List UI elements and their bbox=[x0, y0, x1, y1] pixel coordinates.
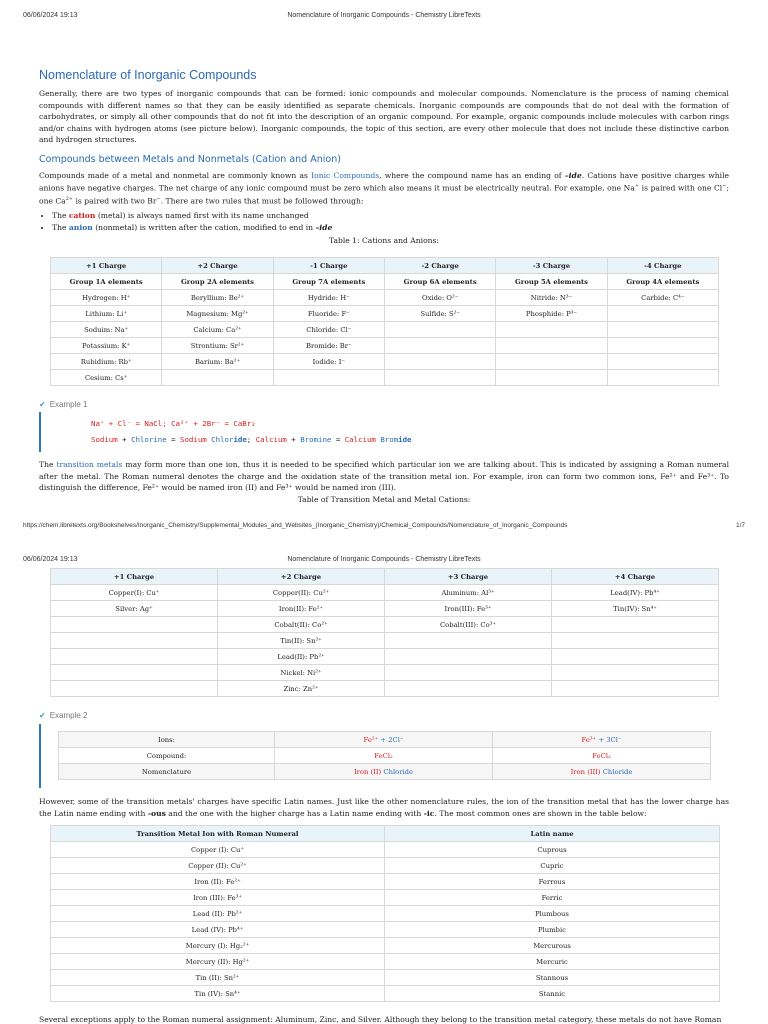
text-span: . There are two rules that must be followed through: bbox=[160, 196, 364, 206]
column-header: +1 Charge bbox=[51, 258, 162, 274]
table-cell: Plumbic bbox=[385, 922, 720, 938]
table-cell: Group 6A elements bbox=[384, 274, 495, 290]
table-cell: Strontium: Sr²⁺ bbox=[162, 338, 273, 354]
table-cell bbox=[385, 649, 552, 665]
table-cell: Lead(IV): Pb⁴⁺ bbox=[552, 585, 719, 601]
table-cell: Barium: Ba²⁺ bbox=[162, 354, 273, 370]
table-cell bbox=[496, 354, 607, 370]
latin-names-paragraph: However, some of the transition metals' charges have specific Latin names. Just like the other nomenclature rules, the ion of the transition metal that has the lower charge has the Latin name ending with -ous and the one with the higher charge has a Latin name ending with -ic. The most common ones are shown in the table below: bbox=[39, 797, 729, 818]
table-cell bbox=[385, 665, 552, 681]
table-cell: Fe²⁺ + 2Cl⁻ bbox=[275, 732, 493, 748]
table-cell: Tin (II): Sn²⁺ bbox=[51, 970, 385, 986]
table-cell: Nomenclature bbox=[59, 764, 275, 780]
table-cell bbox=[607, 338, 718, 354]
example-1-label bbox=[39, 400, 88, 409]
table-cell: Tin (IV): Sn⁴⁺ bbox=[51, 986, 385, 1002]
exceptions-section bbox=[39, 1014, 729, 1024]
table-cell: Beryllium: Be²⁺ bbox=[162, 290, 273, 306]
column-header: +3 Charge bbox=[385, 569, 552, 585]
table-cell bbox=[384, 338, 495, 354]
section-heading-cation-anion: Compounds between Metals and Nonmetals (Cation and Anion) bbox=[39, 153, 341, 165]
table-cell: Mercury (II): Hg²⁺ bbox=[51, 954, 385, 970]
table-cell bbox=[273, 370, 384, 386]
table-cell bbox=[496, 338, 607, 354]
table-row bbox=[51, 601, 719, 617]
table-cell: Iron (III) Chloride bbox=[493, 764, 711, 780]
table-cell: Lead (II): Pb²⁺ bbox=[51, 906, 385, 922]
table-cell: Iron(III): Fe³⁺ bbox=[385, 601, 552, 617]
cation-term: cation bbox=[68, 211, 96, 221]
table-cell bbox=[51, 665, 218, 681]
table-cell: Mercury (I): Hg₂²⁺ bbox=[51, 938, 385, 954]
table-cell: Hydride: H⁻ bbox=[273, 290, 384, 306]
print-timestamp: 06/06/2024 19:13 bbox=[23, 12, 78, 19]
table-cell bbox=[51, 633, 218, 649]
table-row bbox=[51, 954, 720, 970]
table-cell: Cobalt(II): Co²⁺ bbox=[218, 617, 385, 633]
table-row bbox=[59, 748, 711, 764]
example-2-table bbox=[58, 731, 711, 780]
table-cell bbox=[384, 370, 495, 386]
table-cell bbox=[552, 633, 719, 649]
article-page-1 bbox=[39, 68, 729, 245]
checkmark-icon: ✔ bbox=[39, 400, 46, 409]
table-cell: Iodide: I⁻ bbox=[273, 354, 384, 370]
group-row bbox=[51, 274, 719, 290]
table-cell bbox=[51, 649, 218, 665]
ionic-compounds-link[interactable]: Ionic Compounds bbox=[311, 170, 380, 180]
table-cell bbox=[552, 681, 719, 697]
table-cell: Phosphide: P³⁻ bbox=[496, 306, 607, 322]
column-header: -2 Charge bbox=[384, 258, 495, 274]
table-cell: FeCl₃ bbox=[493, 748, 711, 764]
table-row bbox=[51, 338, 719, 354]
table-cell: Ferric bbox=[385, 890, 720, 906]
table-cell: Lithium: Li⁺ bbox=[51, 306, 162, 322]
table-row bbox=[51, 858, 720, 874]
table-cell: Cesium: Cs⁺ bbox=[51, 370, 162, 386]
table-cell: Tin(II): Sn²⁺ bbox=[218, 633, 385, 649]
rule-item: • The anion (nonmetal) is written after the cation, modified to end in –ide bbox=[52, 222, 729, 234]
table-cell: Stannic bbox=[385, 986, 720, 1002]
table-cell: Plumbous bbox=[385, 906, 720, 922]
table-cell: Silver: Ag⁺ bbox=[51, 601, 218, 617]
table-cell: Group 1A elements bbox=[51, 274, 162, 290]
table-cell bbox=[552, 665, 719, 681]
table-row bbox=[51, 890, 720, 906]
transition-metals-paragraph: The transition metals may form more than one ion, thus it is needed to be specified which particular ion we are talking about. This is indicated by assigning a Roman numeral after the metal. The Roman numeral denotes the charge and the oxidation state of the transition metal ion. For example, iron can form two common ions, Fe²⁺ and Fe³⁺. To distinguish the difference, Fe²⁺ would be named iron (II) and Fe³⁺ would be named iron (III). bbox=[39, 460, 729, 492]
table-cell: Iron (III): Fe³⁺ bbox=[51, 890, 385, 906]
table-cell: Carbide: C⁴⁻ bbox=[607, 290, 718, 306]
text-span: is paired with one Cl bbox=[639, 183, 723, 193]
table-cell bbox=[552, 649, 719, 665]
page-title: Nomenclature of Inorganic Compounds bbox=[39, 68, 257, 82]
example-label-text: Example 2 bbox=[49, 711, 88, 720]
table-cell: Lead (IV): Pb⁴⁺ bbox=[51, 922, 385, 938]
table-cell: Hydrogen: H⁺ bbox=[51, 290, 162, 306]
table-cell bbox=[51, 617, 218, 633]
print-title: Nomenclature of Inorganic Compounds - Chemistry LibreTexts bbox=[287, 12, 481, 19]
exceptions-paragraph: Several exceptions apply to the Roman numeral assignment: Aluminum, Zinc, and Silver. Although they belong to the transition metal category, these metals do not have Roman bbox=[39, 1015, 722, 1024]
table-cell bbox=[51, 681, 218, 697]
intro-paragraph: Generally, there are two types of inorganic compounds that can be formed: ionic compounds and molecular compounds. Nomenclature is the process of naming chemical compounds with different names so that they can be easily identified as separate chemicals. Inorganic compounds are compounds that do not deal with the formation of carbohydrates, or simply all other compounds that do not fit into the description of an organic compound. For example, organic compounds include molecules with carbon rings and/or chains with hydrogen atoms (see picture below). Inorganic compounds, the topic of this section, are every other molecule that does not include these distinctive carbon and hydrogen structures. bbox=[39, 89, 729, 144]
column-header: +1 Charge bbox=[51, 569, 218, 585]
cations-anions-table bbox=[50, 257, 719, 386]
table-cell: Iron(II): Fe²⁺ bbox=[218, 601, 385, 617]
naming-rules-list bbox=[39, 210, 729, 233]
table-cell: Zinc: Zn²⁺ bbox=[218, 681, 385, 697]
example-label-text: Example 1 bbox=[49, 400, 88, 409]
table-cell bbox=[385, 633, 552, 649]
table-cell: Mercuric bbox=[385, 954, 720, 970]
table-cell: Chloride: Cl⁻ bbox=[273, 322, 384, 338]
column-header: +4 Charge bbox=[552, 569, 719, 585]
table-cell: Iron (II) Chloride bbox=[275, 764, 493, 780]
table-row bbox=[51, 986, 720, 1002]
table-cell: Stannous bbox=[385, 970, 720, 986]
rule-item: • The cation (metal) is always named first with its name unchanged bbox=[52, 210, 729, 222]
table-row bbox=[51, 322, 719, 338]
example-1-equation: Na⁺ + Cl⁻ = NaCl; Ca²⁺ + 2Br⁻ = CaBr₂ bbox=[91, 419, 256, 428]
table-row bbox=[59, 764, 711, 780]
table-row bbox=[59, 732, 711, 748]
table-cell bbox=[496, 370, 607, 386]
table-cell bbox=[607, 354, 718, 370]
table-cell: Nickel: Ni²⁺ bbox=[218, 665, 385, 681]
table-row bbox=[51, 874, 720, 890]
table-row bbox=[51, 681, 719, 697]
table-row bbox=[51, 370, 719, 386]
table-cell: Iron (II): Fe²⁺ bbox=[51, 874, 385, 890]
table-cell: Oxide: O²⁻ bbox=[384, 290, 495, 306]
print-page-number: 1/7 bbox=[735, 522, 745, 529]
table-cell: Sulfide: S²⁻ bbox=[384, 306, 495, 322]
table-cell: Copper (I): Cu⁺ bbox=[51, 842, 385, 858]
table-cell bbox=[496, 322, 607, 338]
table-cell: Cobalt(III): Co³⁺ bbox=[385, 617, 552, 633]
transition-metal-cations-table bbox=[50, 568, 719, 697]
table-row bbox=[51, 938, 720, 954]
example-2-label bbox=[39, 711, 88, 720]
table-cell bbox=[607, 322, 718, 338]
transition-metals-link[interactable]: transition metals bbox=[56, 460, 123, 469]
column-header: -4 Charge bbox=[607, 258, 718, 274]
table-cell: Bromide: Br⁻ bbox=[273, 338, 384, 354]
column-header: -1 Charge bbox=[273, 258, 384, 274]
table-cell: Cupric bbox=[385, 858, 720, 874]
table-header-row bbox=[51, 569, 719, 585]
ide-ending: –ide bbox=[564, 170, 582, 180]
column-header: Latin name bbox=[385, 826, 720, 842]
latin-names-section bbox=[39, 796, 729, 819]
table-row bbox=[51, 633, 719, 649]
table-cell bbox=[384, 322, 495, 338]
table-cell bbox=[385, 681, 552, 697]
table-row bbox=[51, 922, 720, 938]
table-row bbox=[51, 585, 719, 601]
example-1-naming: Sodium + Chlorine = Sodium Chloride; Calcium + Bromine = Calcium Bromide bbox=[91, 435, 412, 444]
table-cell bbox=[607, 306, 718, 322]
table-cell: Tin(IV): Sn⁴⁺ bbox=[552, 601, 719, 617]
column-header: +2 Charge bbox=[218, 569, 385, 585]
table-row bbox=[51, 649, 719, 665]
text-span: ; one Ca bbox=[39, 183, 729, 206]
table-cell: Group 7A elements bbox=[273, 274, 384, 290]
table-cell: Copper (II): Cu²⁺ bbox=[51, 858, 385, 874]
print-timestamp: 06/06/2024 19:13 bbox=[23, 556, 78, 563]
table-cell: Potassium: K⁺ bbox=[51, 338, 162, 354]
table-row bbox=[51, 306, 719, 322]
table-cell: Nitride: N³⁻ bbox=[496, 290, 607, 306]
latin-names-table bbox=[50, 825, 720, 1002]
table-row bbox=[51, 665, 719, 681]
print-url: https://chem.libretexts.org/Bookshelves/Inorganic_Chemistry/Supplemental_Modules_and_Websites_(Inorganic_Chemistry)/Chemical_Compounds/Nomenclature_of_Inorganic_Compounds bbox=[23, 522, 568, 529]
table-cell: Rubidium: Rb⁺ bbox=[51, 354, 162, 370]
column-header: +2 Charge bbox=[162, 258, 273, 274]
print-title: Nomenclature of Inorganic Compounds - Chemistry LibreTexts bbox=[287, 556, 481, 563]
table-cell: Copper(II): Cu²⁺ bbox=[218, 585, 385, 601]
table-cell: FeCl₂ bbox=[275, 748, 493, 764]
column-header: Transition Metal Ion with Roman Numeral bbox=[51, 826, 385, 842]
table-cell bbox=[552, 617, 719, 633]
table-cell: Group 4A elements bbox=[607, 274, 718, 290]
anion-term: anion bbox=[68, 222, 93, 232]
table-cell: Ferrous bbox=[385, 874, 720, 890]
table-cell: Magnesium: Mg²⁺ bbox=[162, 306, 273, 322]
checkmark-icon: ✔ bbox=[39, 711, 46, 720]
table-cell bbox=[162, 370, 273, 386]
table-cell: Ions: bbox=[59, 732, 275, 748]
table-cell: Calcium: Ca²⁺ bbox=[162, 322, 273, 338]
table-row bbox=[51, 617, 719, 633]
text-span: is paired with two Br bbox=[73, 196, 157, 206]
text-span: . Cations have positive charges while anions have negative charges. The net charge of any ionic compound must be zero which also means it must be electrically neutral. For example, one Na bbox=[39, 170, 729, 193]
ionic-compounds-paragraph: Compounds made of a metal and nonmetal are commonly known as Ionic Compounds, where the compound name has an ending of –ide. Cations have positive charges while anions have negative charges. The net charge of any ionic compound must be zero which also means it must be electrically neutral. For example, one Na+ is paired with one Cl−; one $Ca^{2+}$ is paired with two Br−. There are two rules that must be followed through: bbox=[39, 170, 729, 206]
table-cell bbox=[384, 354, 495, 370]
table-cell: Cuprous bbox=[385, 842, 720, 858]
table-cell: Aluminum: Al³⁺ bbox=[385, 585, 552, 601]
table-cell: Group 2A elements bbox=[162, 274, 273, 290]
transition-metals-section bbox=[39, 459, 729, 504]
table-1-caption: Table 1: Cations and Anions: bbox=[328, 236, 439, 246]
table-row bbox=[51, 290, 719, 306]
table-cell: Compound: bbox=[59, 748, 275, 764]
table-cell: Fluoride: F⁻ bbox=[273, 306, 384, 322]
table-2-caption: Table of Transition Metal and Metal Cations: bbox=[297, 494, 471, 504]
example-1-box bbox=[39, 412, 729, 452]
table-row bbox=[51, 354, 719, 370]
table-cell: Lead(II): Pb²⁺ bbox=[218, 649, 385, 665]
table-header-row bbox=[51, 258, 719, 274]
table-cell: Group 5A elements bbox=[496, 274, 607, 290]
table-cell bbox=[607, 370, 718, 386]
table-cell: Fe³⁺ + 3Cl⁻ bbox=[493, 732, 711, 748]
table-cell: Copper(I): Cu⁺ bbox=[51, 585, 218, 601]
table-row bbox=[51, 970, 720, 986]
column-header: -3 Charge bbox=[496, 258, 607, 274]
table-row bbox=[51, 842, 720, 858]
table-cell: Mercurous bbox=[385, 938, 720, 954]
table-row bbox=[51, 906, 720, 922]
text-span: Compounds made of a metal and nonmetal are commonly known as bbox=[39, 170, 308, 180]
text-span: , where the compound name has an ending of bbox=[379, 170, 565, 180]
table-cell: Soduim: Na⁺ bbox=[51, 322, 162, 338]
table-header-row bbox=[51, 826, 720, 842]
